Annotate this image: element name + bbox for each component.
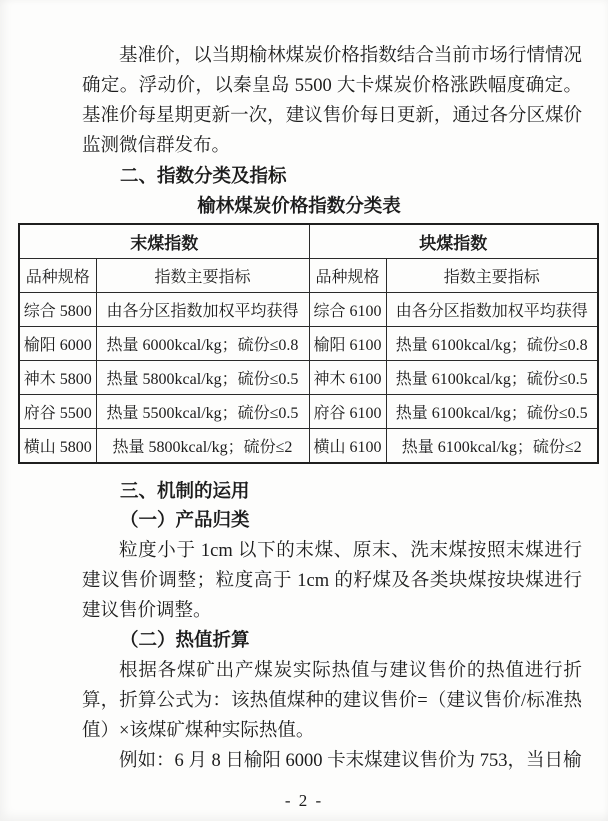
group-header-lump-coal: 块煤指数	[309, 224, 598, 259]
table-column-header-row	[19, 259, 598, 293]
subsection-2-heading: （二）热值折算	[120, 631, 250, 651]
col-header-main-indicator: 指数主要指标	[386, 259, 598, 293]
table-row	[19, 361, 598, 395]
cell-indicator: 热量 6100kcal/kg；硫份≤0.5	[386, 395, 598, 429]
cell-indicator: 热量 6000kcal/kg；硫份≤0.8	[96, 327, 309, 361]
section-3-heading: 三、机制的运用	[120, 480, 250, 501]
cell-variety: 横山 6100	[309, 429, 386, 464]
cell-variety: 横山 5800	[19, 429, 96, 464]
cell-indicator: 由各分区指数加权平均获得	[386, 293, 598, 327]
cell-variety: 综合 5800	[19, 293, 96, 327]
cell-indicator: 热量 6100kcal/kg；硫份≤0.5	[386, 361, 598, 395]
cell-variety: 综合 6100	[309, 293, 386, 327]
table-title: 榆林煤炭价格指数分类表	[197, 195, 401, 216]
subsection-1-heading: （一）产品归类	[120, 511, 250, 531]
group-header-fine-coal: 末煤指数	[19, 224, 309, 259]
cell-variety: 府谷 6100	[309, 395, 386, 429]
cell-indicator: 热量 5800kcal/kg；硫份≤2	[96, 429, 309, 464]
cell-variety: 神木 5800	[19, 361, 96, 395]
table-row	[19, 395, 598, 429]
table-group-header-row	[19, 224, 598, 259]
product-classification-paragraph: 粒度小于 1cm 以下的末煤、原末、洗末煤按照末煤进行建议售价调整；粒度高于 1cm 的籽煤及各类块煤按块煤进行建议售价调整。	[82, 541, 582, 621]
cell-variety: 神木 6100	[309, 361, 386, 395]
cell-indicator: 热量 5500kcal/kg；硫份≤0.5	[96, 395, 309, 429]
cell-variety: 榆阳 6100	[309, 327, 386, 361]
intro-paragraph: 基准价，以当期榆林煤炭价格指数结合当前市场行情情况确定。浮动价，以秦皇岛 5500 大卡煤炭价格涨跌幅度确定。基准价每星期更新一次，建议售价每日更新，通过各分区煤价监测微信群发布。	[82, 46, 582, 156]
table-row	[19, 429, 598, 464]
col-header-variety-spec: 品种规格	[309, 259, 386, 293]
col-header-main-indicator: 指数主要指标	[96, 259, 309, 293]
heat-value-conversion-paragraph: 根据各煤矿出产煤炭实际热值与建议售价的热值进行折算，折算公式为：该热值煤种的建议售价=（建议售价/标准热值）×该煤矿煤种实际热值。	[82, 661, 582, 741]
table-row	[19, 293, 598, 327]
col-header-variety-spec: 品种规格	[19, 259, 96, 293]
cell-indicator: 由各分区指数加权平均获得	[96, 293, 309, 327]
cell-indicator: 热量 6100kcal/kg；硫份≤2	[386, 429, 598, 464]
price-index-table	[18, 223, 599, 464]
cell-indicator: 热量 6100kcal/kg；硫份≤0.8	[386, 327, 598, 361]
example-paragraph: 例如：6 月 8 日榆阳 6000 卡末煤建议售价为 753，当日榆	[119, 751, 582, 771]
cell-variety: 府谷 5500	[19, 395, 96, 429]
section-2-heading: 二、指数分类及指标	[120, 165, 287, 186]
cell-indicator: 热量 5800kcal/kg；硫份≤0.5	[96, 361, 309, 395]
page-number: - 2 -	[284, 791, 324, 810]
table-row	[19, 327, 598, 361]
cell-variety: 榆阳 6000	[19, 327, 96, 361]
